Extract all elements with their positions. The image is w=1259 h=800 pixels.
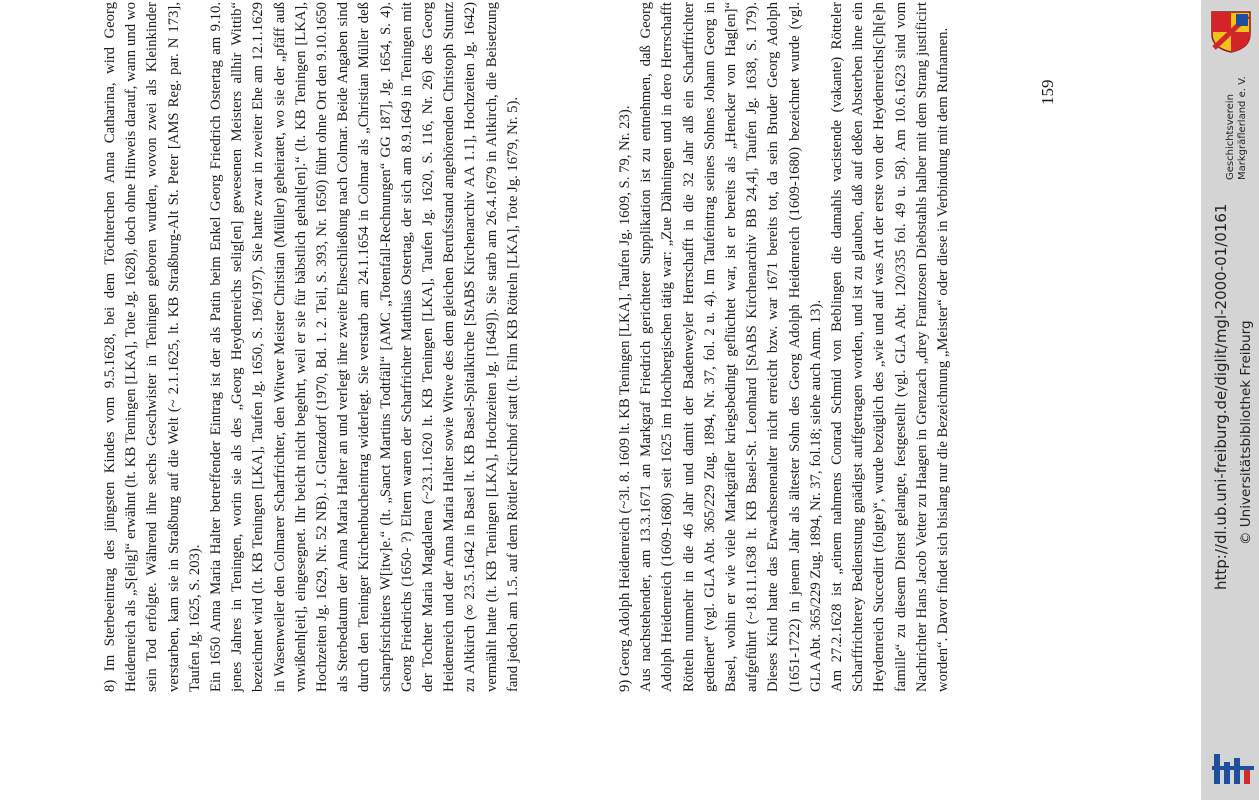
footnote-label: 9) — [617, 679, 633, 692]
footnote-paragraph: Im Sterbeeintrag des jüngsten Kindes vom 9.5.1628, bei dem Töchterchen Anna Catharina, wird Georg Heidenreich als „S[elig]“ erwähnt (lt. KB Teningen [LKA], Tote Jg. 1628), doch ohne Hinweis darauf, wann und wo sein Tod erfolgte. Während ihre sechs Geschwister in Teningen geboren wurden, wovon zwei als Kleinkinder verstarben, kam sie in Straßburg auf die Welt (~ 2.1.1625, lt. KB Straßburg-Alt St. Peter [AMS Reg. par. N 173], Taufen Jg. 1625, S. 203). — [102, 2, 203, 692]
coat-of-arms-icon — [1208, 8, 1254, 54]
page-number: 159 — [1038, 79, 1057, 105]
footnote-8 — [100, 2, 524, 692]
footnote-paragraph: Ein 1650 Anna Maria Halter betreffender Eintrag ist der als Patin beim Enkel Georg Friedrich Ostertag am 9.10. jenes Jahres in Teningen, worin sie als des „Georg Heydenreichs selig[en] gewesenen Meisters allhir Wittib“ bezeichnet wird (lt. KB Teningen [LKA], Taufen Jg. 1650, S. 196/197). Sie hatte zwar in zweiter Ehe am 12.1.1629 in Wasenweiler den Colmarer Scharfrichter, den Witwer Meister Christian (Müller) geheiratet, wo sie der „pfäff auß vnwißenh[eit], eingesegnet. Ihr beicht nicht begehrt, weil er sie für bäbstlich gehalt[en].“ (lt. KB Teningen [LKA], Hochzeiten Jg. 1629, Nr. 52 NB). J. Glenzdorf (1970, Bd. 1. 2. Teil, S. 393, Nr. 1650) führt ohne Ort den 9.10.1650 als Sterbedatum der Anna Maria Halter an und verlegt ihre zweite Eheschließung nach Colmar. Beide Angaben sind durch den Teninger Kirchenbucheintrag widerlegt. Sie verstarb am 24.1.1654 in Colmar als „Christian Müller deß scharpfsrichtiers W[itw]e.“ (lt. „Sanct Martins Todtfäll“ [AMC „Totenfall-Rechnungen“ GG 187], Jg. 1654, S. 4). Georg Friedrichs (1650- ?) Eltern waren der Scharfrichter Matthias Ostertag, der sich am 8.9.1649 in Teningen mit der Tochter Maria Magdalena (~23.1.1620 lt. KB Teningen [LKA], Taufen Jg. 1620, S. 116, Nr. 26) des Georg Heidenreich und der Anna Maria Halter sowie Witwe des dem gleichen Berufsstand angehörenden Christoph Stuntz zu Altkirch (∞ 23.5.1642 in Basel lt. KB Basel-Spitalkirche [StABS Kirchenarchiv AA 1.1], Hochzeiten Jg. 1642) vermählt hatte (lt. KB Teningen [LKA], Hochzeiten Jg. [1649]). Sie starb am 26.4.1679 in Altkirch, die Beisetzung fand jedoch am 1.5. auf dem Röttler Kirchhof statt (lt. Film KB Rötteln [LKA], Tote Jg. 1679, Nr. 5). — [208, 2, 521, 692]
ub-freiburg-logo-icon — [1212, 748, 1254, 790]
copyright-notice: © Universitätsbibliothek Freiburg — [1238, 320, 1254, 545]
footnote-paragraph: Aus nachstehender, am 13.3.1671 an Markgraf Friedrich gerichteter Supplikation ist zu entnehmen, daß Georg Adolph Heidenreich (1609-1680) seit 1625 im Hochbergischen tätig war: „Zue Dähningen und in dero Herrschafft Rötteln nunmehr in die 46 Jahr und damit der Badenweyler Herrschafft in die 32 Jahr alß ein Scharffrichter gedienet“ (vgl. GLA Abt. 365/229 Zug. 1894, Nr. 37, fol. 2 u. 4). Im Taufeintrag seines Sohnes Johann Georg in Basel, wohin er wie viele Markgräfler kriegsbedingt geflüchtet war, ist er bereits als „Hencker von Hag[en]“ aufgeführt (~18.11.1638 lt. KB Basel-St. Leonhard [StABS Kirchenarchiv BB 24,4], Taufen Jg. 1638, S. 179). Dieses Kind hatte das Erwachsenenalter nicht erreicht bzw. war 1671 bereits tot, da sein Bruder Georg Adolph (1651-1722) in jenem Jahr als ältester Sohn des Georg Adolph Heidenreich (1609-1680) bezeichnet wurde (vgl. GLA Abt. 365/229 Zug. 1894, Nr. 37, fol.18; siehe auch Anm. 13). — [638, 2, 824, 692]
document-url-link[interactable]: http://dl.ub.uni-freiburg.de/diglit/mgl-2000-01/0161 — [1212, 203, 1230, 590]
footnote-label: 8) — [102, 679, 118, 692]
footnote-9 — [615, 2, 954, 692]
footnote-paragraph: Georg Adolph Heidenreich (~3l. 8. 1609 lt. KB Teningen [LKA], Taufen Jg. 1609, S. 79, Nr. 23). — [617, 105, 633, 677]
footnote-paragraph: Am 27.2.1628 ist „einem nahmens Conrad Schmid von Beblingen die damahls vacistende (vakante) Rötteler Scharffrichterey Bedienstung gnädigst auffgetragen worden, und ist zu glauben, daß auf deßen Absterben ihne ein Heydenreich Succedirt (folgte)“, wurde bezüglich des „wie und auf was Art der erste von der Heydenreichs[c]h[e]n famille“ zu diesem Dienst gelangte, festgestellt (vgl. GLA Abt. 120/335 fol. 49 u. 58). Am 10.6.1623 sind vom Nachrichter Hans Jacob Vetter zu Haagen in Grenzach „drey Frantzosen Diebstahls halber mit dem Strang justificirt worden“. Davor findet sich bislang nur die Bezeichnung „Meister“ oder diese in Verbindung mit dem Rufnamen. — [829, 2, 952, 692]
society-name: Geschichtsverein Markgräflerland e. V. — [1225, 76, 1248, 180]
